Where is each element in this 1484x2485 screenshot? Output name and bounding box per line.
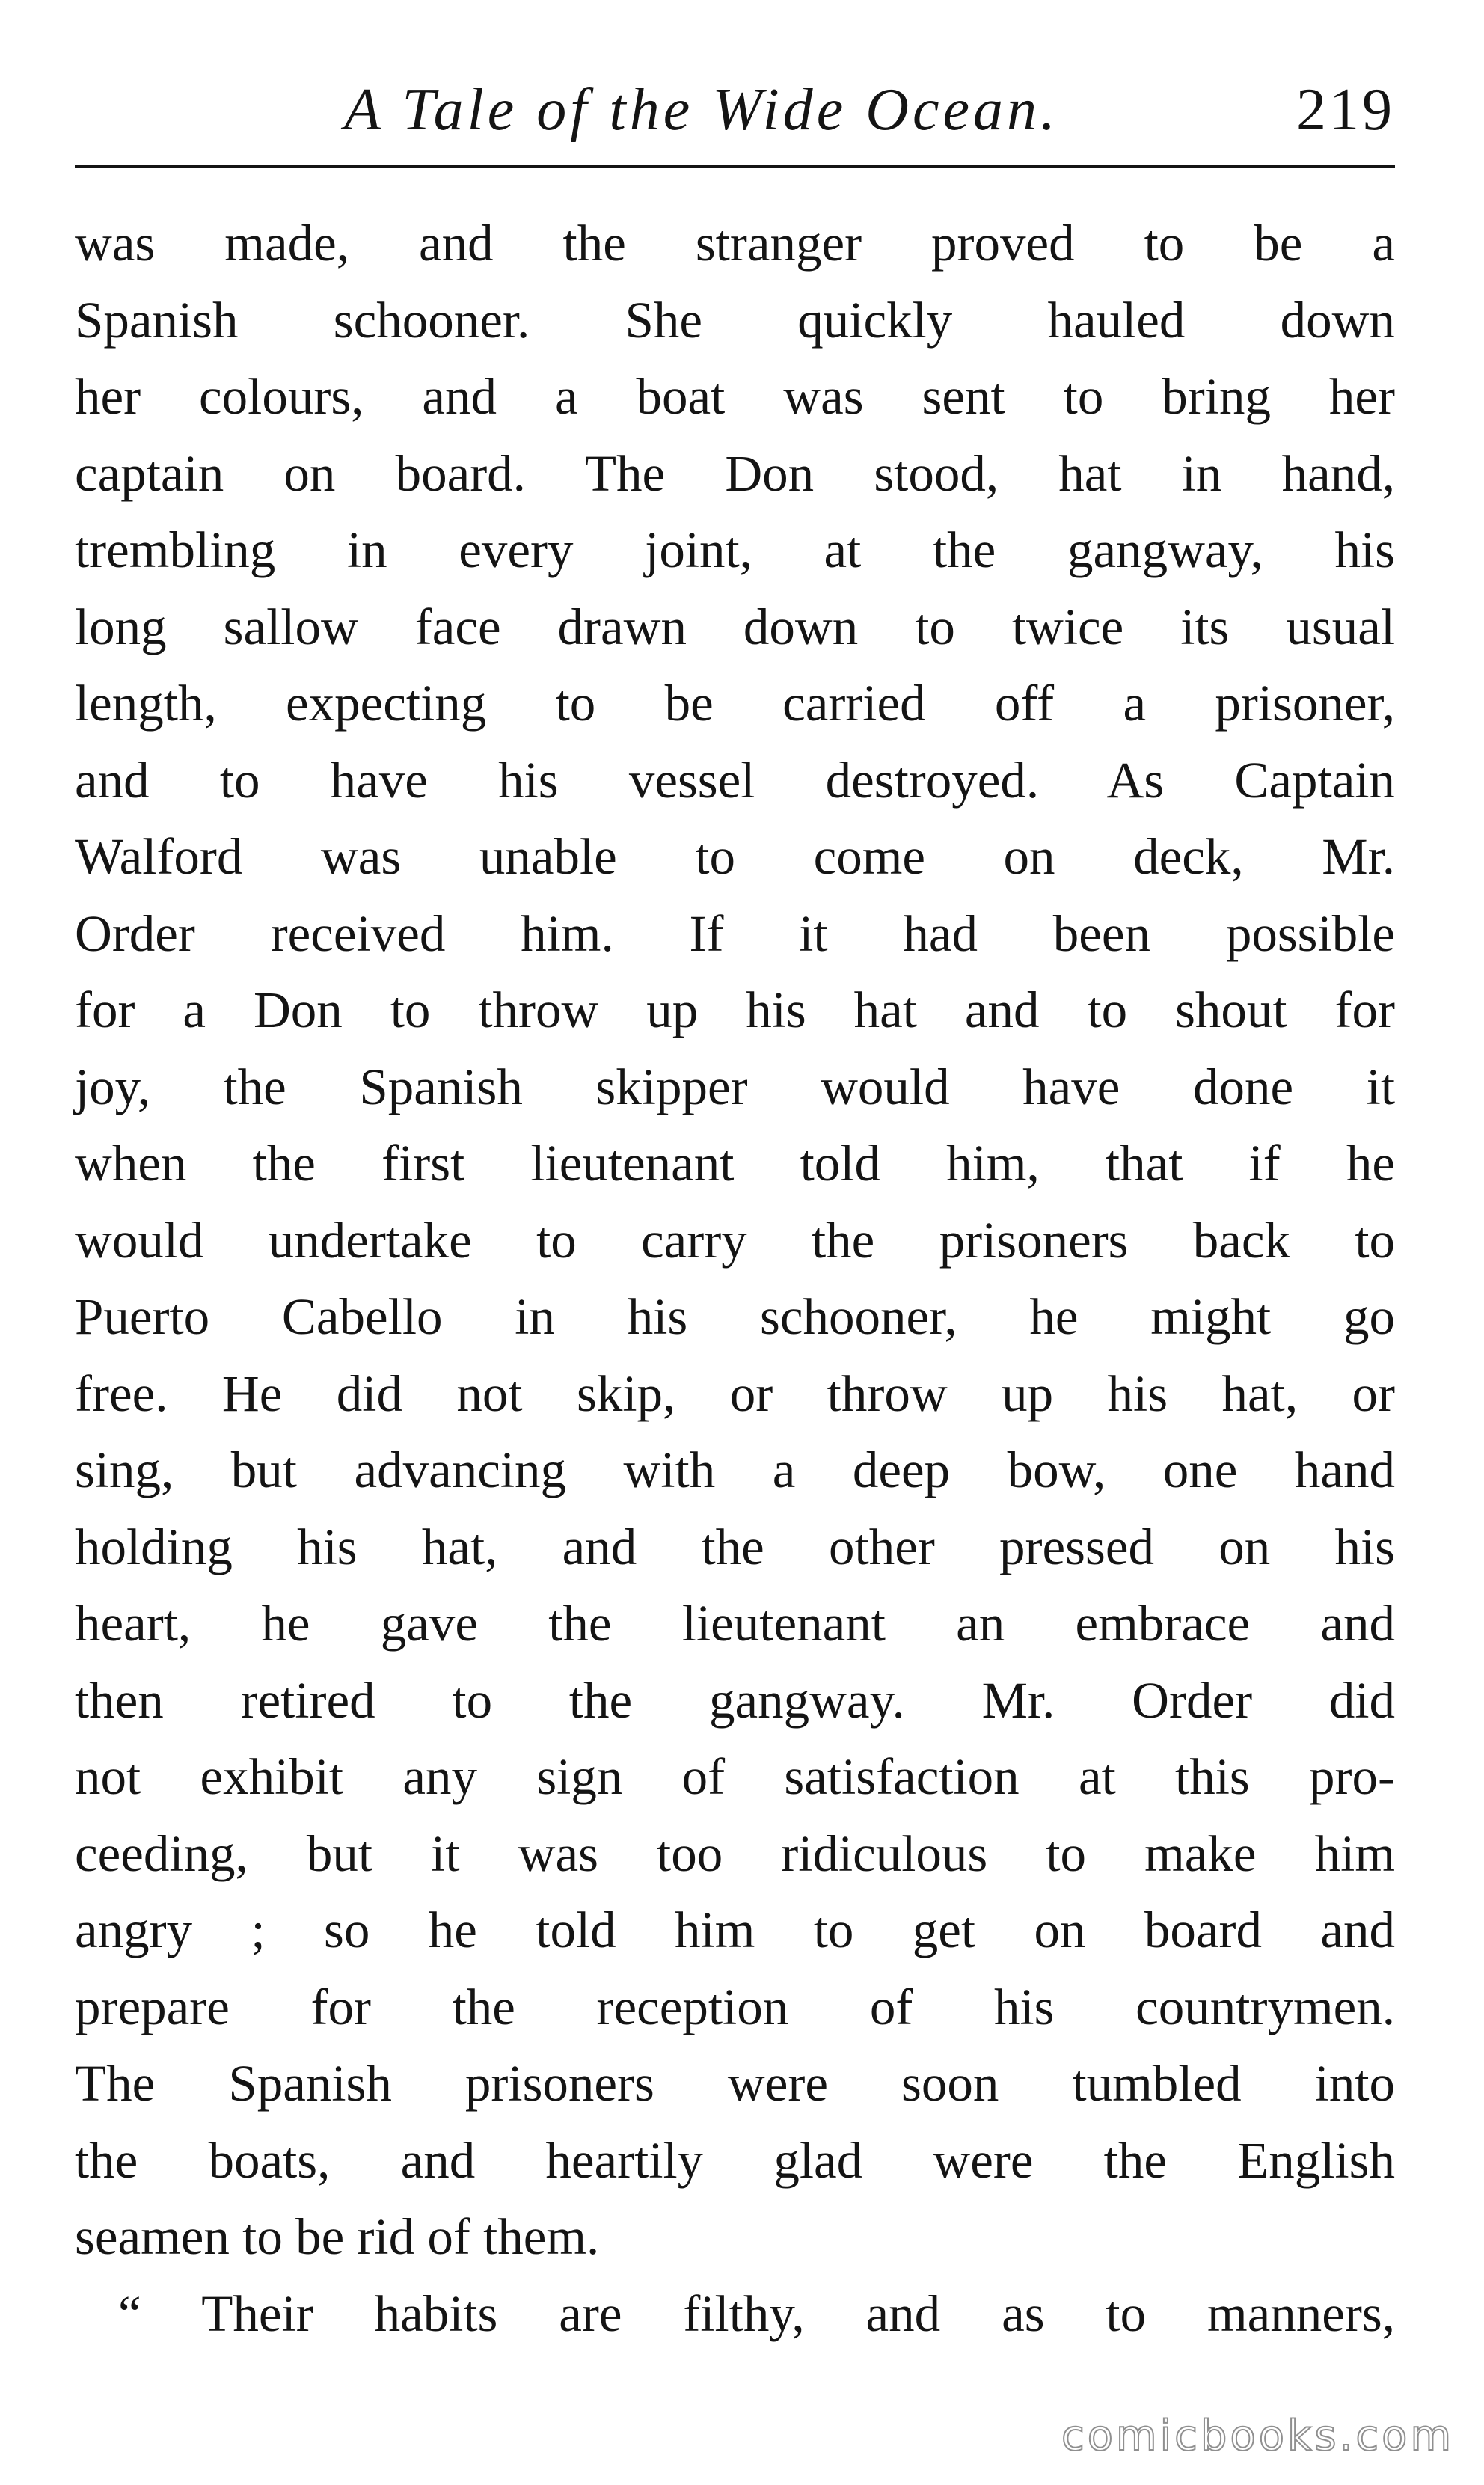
text-line: and to have his vessel destroyed. As Captain xyxy=(75,751,1395,809)
text-line: Order received him. If it had been possible xyxy=(75,904,1395,962)
text-line: would undertake to carry the prisoners back to xyxy=(75,1211,1395,1269)
text-line: free. He did not skip, or throw up his hat, or xyxy=(75,1364,1395,1422)
text-line: sing, but advancing with a deep bow, one hand xyxy=(75,1441,1395,1498)
text-line: when the first lieutenant told him, that if he xyxy=(75,1135,1395,1192)
text-line: for a Don to throw up his hat and to shout for xyxy=(75,981,1395,1038)
text-line: Spanish schooner. She quickly hauled down xyxy=(75,291,1395,349)
text-line: Puerto Cabello in his schooner, he might go xyxy=(75,1288,1395,1345)
header-rule xyxy=(75,165,1395,168)
text-line: captain on board. The Don stood, hat in hand, xyxy=(75,444,1395,502)
text-line: her colours, and a boat was sent to bring her xyxy=(75,368,1395,425)
text-line: was made, and the stranger proved to be a xyxy=(75,215,1395,272)
text-line: then retired to the gangway. Mr. Order did xyxy=(75,1671,1395,1729)
running-title: A Tale of the Wide Ocean. xyxy=(344,77,1060,143)
text-line: The Spanish prisoners were soon tumbled into xyxy=(75,2055,1395,2112)
body-text xyxy=(75,205,1395,2352)
watermark: comicbooks.com xyxy=(1061,2412,1454,2460)
text-line: length, expecting to be carried off a prisoner, xyxy=(75,675,1395,732)
text-line: not exhibit any sign of satisfaction at this pro- xyxy=(75,1748,1395,1805)
text-line: heart, he gave the lieutenant an embrace and xyxy=(75,1595,1395,1652)
page-number: 219 xyxy=(1296,77,1395,143)
running-head xyxy=(75,69,1395,151)
paragraph-end-line: seamen to be rid of them. xyxy=(75,2208,600,2265)
text-line: holding his hat, and the other pressed on his xyxy=(75,1518,1395,1575)
text-line: long sallow face drawn down to twice its usual xyxy=(75,598,1395,655)
text-line: prepare for the reception of his countrymen. xyxy=(75,1978,1395,2035)
text-line: Walford was unable to come on deck, Mr. xyxy=(75,828,1395,885)
text-line: trembling in every joint, at the gangway, his xyxy=(75,521,1395,578)
quote-line: “ Their habits are filthy, and as to manners, xyxy=(118,2285,1395,2342)
text-line: the boats, and heartily glad were the English xyxy=(75,2131,1395,2189)
text-line: ceeding, but it was too ridiculous to make him xyxy=(75,1824,1395,1882)
text-line: joy, the Spanish skipper would have done it xyxy=(75,1058,1395,1115)
text-line: angry ; so he told him to get on board and xyxy=(75,1902,1395,1958)
